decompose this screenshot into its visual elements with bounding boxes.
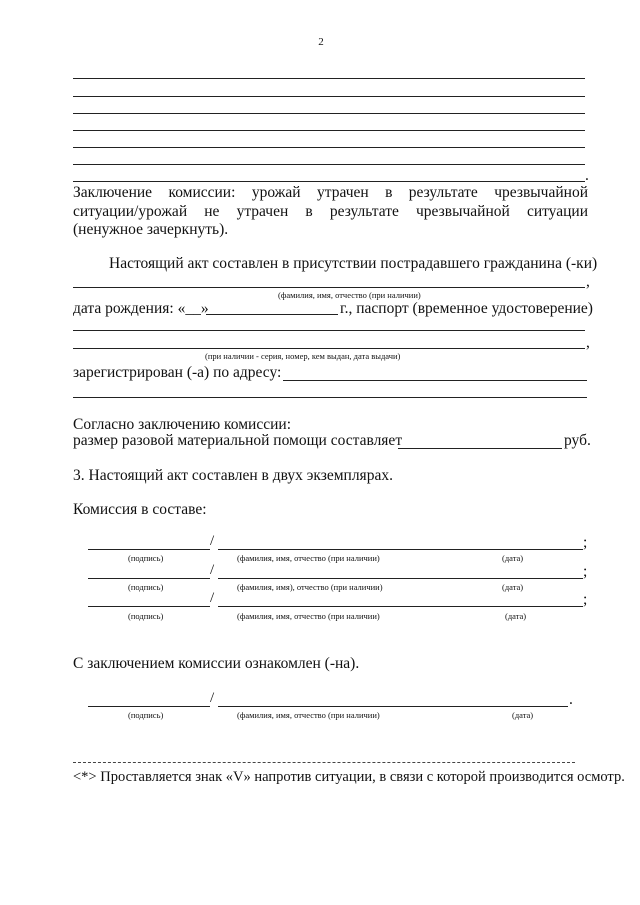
commission-title: Комиссия в составе: [73, 501, 207, 518]
passport-line [73, 348, 585, 349]
fio-date-line [218, 706, 568, 707]
date-caption: (дата) [502, 553, 524, 563]
signature-line [88, 606, 210, 607]
footnote-text: <*> Проставляется знак «V» напротив ситуации, в связи с которой производится осмотр. [73, 769, 625, 785]
signature-line [88, 578, 210, 579]
presence-text: Настоящий акт составлен в присутствии пострадавшего гражданина (-ки) [109, 255, 598, 272]
copies-text: 3. Настоящий акт составлен в двух экземплярах. [73, 467, 393, 484]
fio-caption: (фамилия, имя, отчество (при наличии) [237, 611, 380, 621]
aid-line-2: размер разовой материальной помощи составляет [73, 432, 403, 449]
fio-date-line [218, 549, 583, 550]
fio-caption: (фамилия, имя, отчество (при наличии) [237, 553, 380, 563]
aid-currency: руб. [564, 432, 591, 449]
birth-date-label: дата рождения: «__» [73, 300, 209, 317]
victim-name-caption: (фамилия, имя, отчество (при наличии) [278, 290, 421, 300]
blank-line [73, 181, 585, 182]
signature-slash: / [210, 562, 215, 578]
signature-caption: (подпись) [128, 611, 164, 621]
signature-slash: / [210, 690, 215, 706]
date-caption: (дата) [512, 710, 534, 720]
birth-date-line [206, 314, 338, 315]
signature-caption: (подпись) [128, 553, 164, 563]
row-end: ; [583, 591, 588, 608]
address-line [283, 380, 587, 381]
fio-caption: (фамилия, имя, отчество (при наличии) [237, 710, 380, 720]
signature-caption: (подпись) [128, 582, 164, 592]
blank-lines-end-dot: . [585, 167, 589, 184]
blank-line [73, 147, 585, 148]
fio-date-line [218, 578, 583, 579]
blank-line [73, 113, 585, 114]
aid-line-1: Согласно заключению комиссии: [73, 416, 292, 433]
fio-date-line [218, 606, 583, 607]
blank-line [73, 96, 585, 97]
passport-line [73, 330, 585, 331]
signature-line [88, 706, 210, 707]
fio-caption: (фамилия, имя), отчество (при наличии) [237, 582, 383, 592]
signature-caption: (подпись) [128, 710, 164, 720]
address-line [73, 397, 587, 398]
passport-comma: , [586, 334, 590, 351]
date-caption: (дата) [505, 611, 527, 621]
conclusion-line-3: (ненужное зачеркнуть). [73, 221, 229, 238]
passport-caption: (при наличии - серия, номер, кем выдан, дата выдачи) [205, 351, 401, 361]
blank-line [73, 78, 585, 79]
acquainted-title: С заключением комиссии ознакомлен (-на). [73, 655, 360, 672]
signature-line [88, 549, 210, 550]
signature-slash: / [210, 533, 215, 549]
conclusion-line-2: ситуации/урожай не утрачен в результате чрезвычайной ситуации [73, 203, 588, 220]
signature-slash: / [210, 590, 215, 606]
victim-name-comma: , [586, 273, 590, 290]
blank-line [73, 130, 585, 131]
victim-name-line [73, 287, 585, 288]
footnote-separator [73, 762, 575, 763]
row-end: . [569, 691, 573, 708]
passport-label: г., паспорт (временное удостоверение) [340, 300, 593, 317]
date-caption: (дата) [502, 582, 524, 592]
row-end: ; [583, 534, 588, 551]
aid-amount-line [398, 448, 562, 449]
blank-line [73, 164, 585, 165]
page-number: 2 [318, 36, 324, 48]
conclusion-line-1: Заключение комиссии: урожай утрачен в результате чрезвычайной [73, 184, 588, 201]
registered-label: зарегистрирован (-а) по адресу: [73, 364, 282, 381]
row-end: ; [583, 563, 588, 580]
